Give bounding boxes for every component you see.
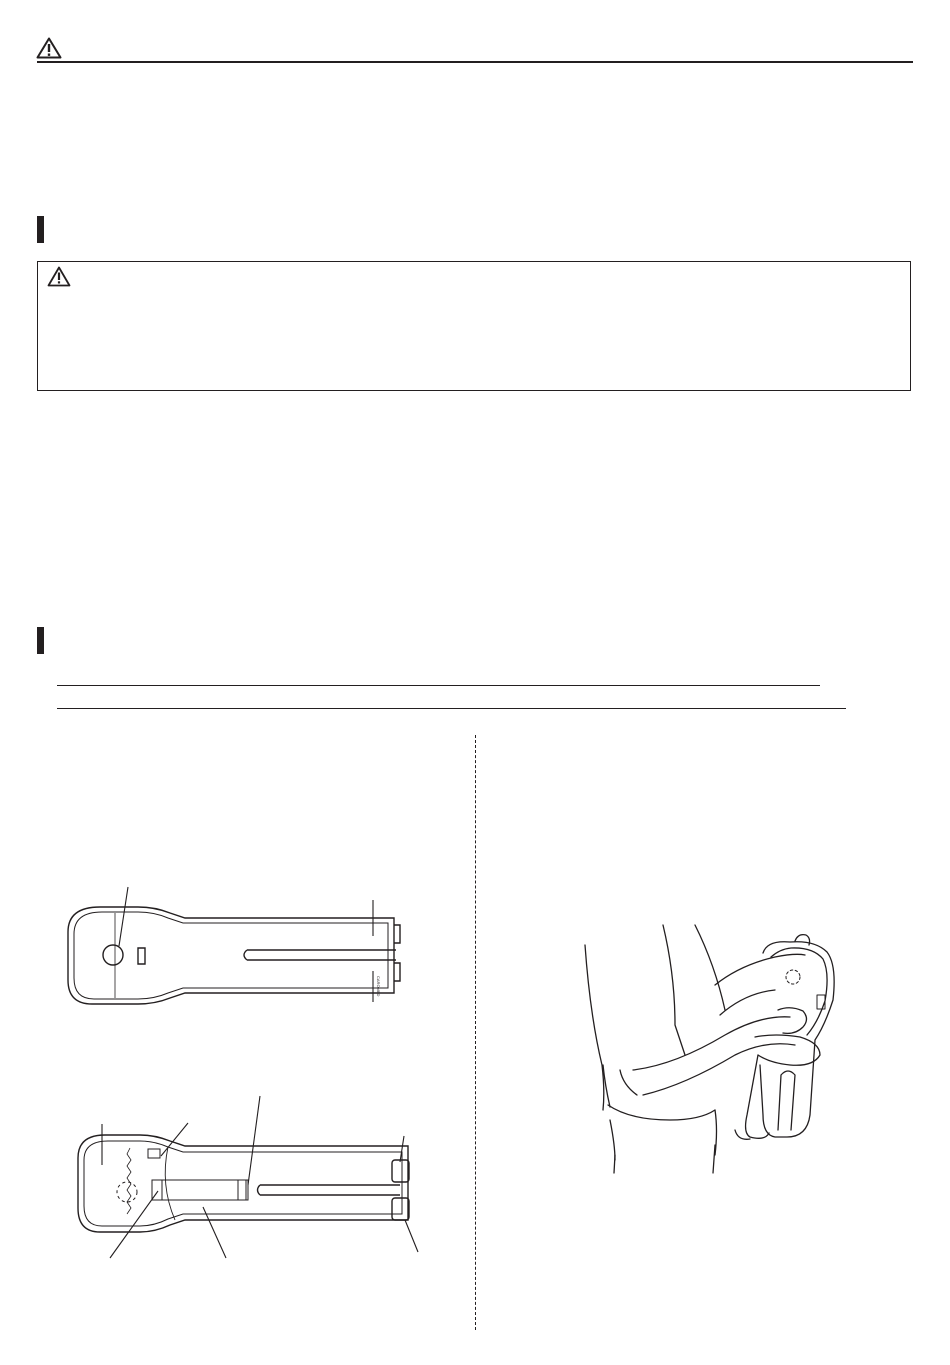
- text-underline-rule: [57, 708, 846, 709]
- brace-outer-figure: [60, 880, 410, 1010]
- application-figure: [575, 915, 855, 1180]
- text-underline-rule: [57, 685, 820, 686]
- column-divider: [475, 735, 476, 1330]
- header-rule: [37, 61, 913, 63]
- warning-triangle-icon: [36, 37, 62, 59]
- section-bar-icon: [37, 627, 44, 654]
- caution-box: [37, 261, 911, 391]
- section-bar-icon: [37, 216, 44, 243]
- brace-inner-figure: [60, 1090, 430, 1265]
- brand-mark: CAROMED: [376, 976, 381, 997]
- warning-triangle-icon: [47, 266, 71, 287]
